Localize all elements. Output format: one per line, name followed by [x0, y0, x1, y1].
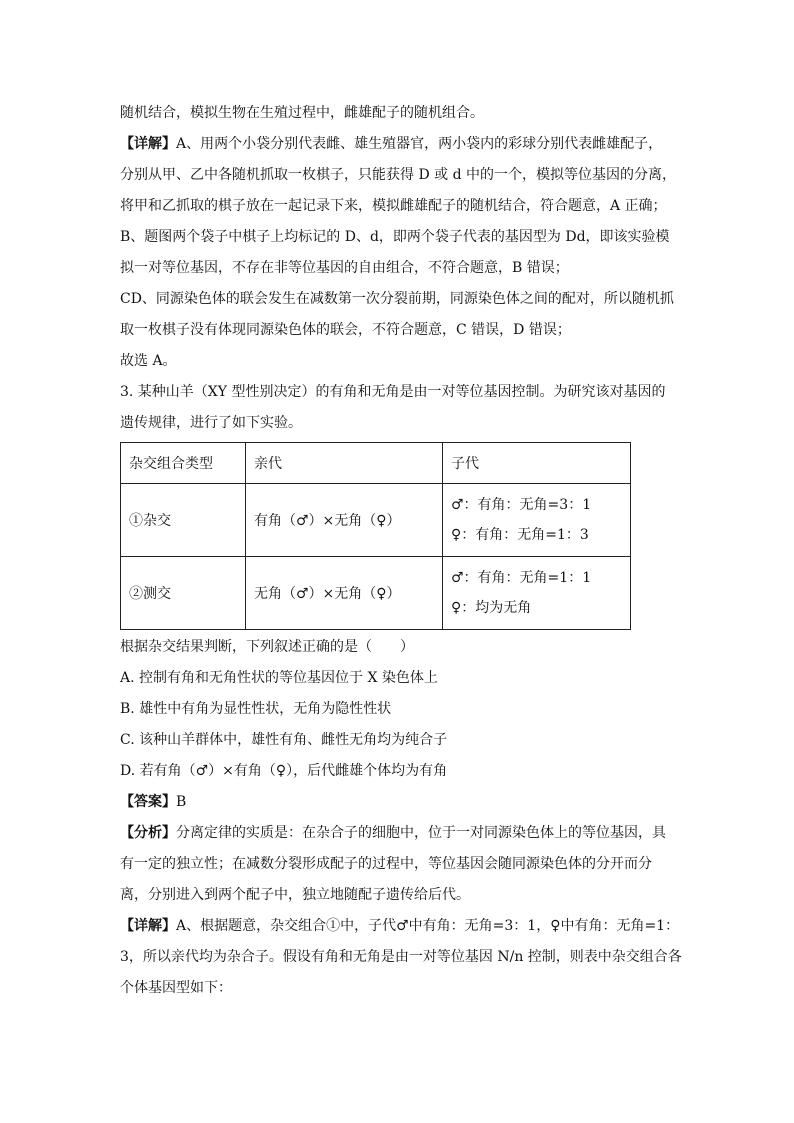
- table-header-cell: 杂交组合类型: [121, 443, 246, 484]
- table-row: [121, 484, 631, 557]
- offspring-line: ♂：有角：无角=3：1: [451, 497, 592, 513]
- option-d: D. 若有角（♂）×有角（♀），后代雌雄个体均为有角: [120, 763, 448, 779]
- paragraph-line: 取一枚棋子没有体现同源染色体的联会，不符合题意，C 错误，D 错误；: [120, 322, 571, 338]
- offspring-line: ♀：均为无角: [451, 600, 532, 616]
- answer-line: [120, 787, 680, 818]
- option-a: A. 控制有角和无角性状的等位基因位于 X 染色体上: [120, 670, 438, 686]
- question-stem: 根据杂交结果判断，下列叙述正确的是（ ）: [120, 639, 414, 655]
- table-cell: [443, 557, 631, 630]
- document-page: [120, 98, 680, 1004]
- table-header-cell: 亲代: [246, 443, 443, 484]
- paragraph-line: 故选 A。: [120, 353, 177, 369]
- option-c: C. 该种山羊群体中，雄性有角、雌性无角均为纯合子: [120, 732, 448, 748]
- detail-line: 个体基因型如下：: [120, 980, 232, 996]
- question-text: 3. 某种山羊（XY 型性别决定）的有角和无角是由一对等位基因控制。为研究该对基因的: [120, 384, 666, 400]
- answer-label: 【答案】: [120, 794, 176, 810]
- table-header-cell: 子代: [443, 443, 631, 484]
- detail-line: 3，所以亲代均为杂合子。假设有角和无角是由一对等位基因 N/n 控制，则表中杂交组合各: [120, 949, 682, 965]
- offspring-line: ♀：有角：无角=1：3: [451, 527, 589, 543]
- paragraph-line: 分别从甲、乙中各随机抓取一枚棋子，只能获得 D 或 d 中的一个，模拟等位基因的分离，: [120, 167, 676, 183]
- cross-table: [120, 442, 631, 630]
- analysis-label: 【分析】: [120, 825, 176, 841]
- option-b: B. 雄性中有角为显性性状，无角为隐性性状: [120, 701, 392, 717]
- question-text: 遗传规律，进行了如下实验。: [120, 415, 302, 431]
- table-header-row: [121, 443, 631, 484]
- paragraph-line: 拟一对等位基因，不存在非等位基因的自由组合，不符合题意，B 错误；: [120, 260, 569, 276]
- paragraph-line: 【详解】A、用两个小袋分别代表雌、雄生殖器官，两小袋内的彩球分别代表雌雄配子，: [120, 136, 663, 152]
- table-cell: 无角（♂）×无角（♀）: [246, 557, 443, 630]
- table-cell: ②测交: [121, 557, 246, 630]
- paragraph-line: CD、同源染色体的联会发生在减数第一次分裂前期，同源染色体之间的配对，所以随机抓: [120, 291, 674, 307]
- paragraph-line: 随机结合，模拟生物在生殖过程中，雌雄配子的随机组合。: [120, 105, 484, 121]
- detail-label: 【详解】: [120, 136, 176, 152]
- answer-value: B: [176, 794, 187, 810]
- table-cell: [443, 484, 631, 557]
- analysis-line: 【分析】分离定律的实质是：在杂合子的细胞中，位于一对同源染色体上的等位基因，具: [120, 825, 666, 841]
- detail-label: 【详解】: [120, 918, 176, 934]
- detail-line: 【详解】A、根据题意，杂交组合①中，子代♂中有角：无角=3：1，♀中有角：无角=1：: [120, 918, 680, 934]
- analysis-line: 有一定的独立性；在减数分裂形成配子的过程中，等位基因会随同源染色体的分开而分: [120, 856, 652, 872]
- table-cell: ①杂交: [121, 484, 246, 557]
- paragraph-line: 将甲和乙抓取的棋子放在一起记录下来，模拟雌雄配子的随机结合，符合题意，A 正确；: [120, 198, 667, 214]
- table-cell: 有角（♂）×无角（♀）: [246, 484, 443, 557]
- table-row: [121, 557, 631, 630]
- paragraph-line: B、题图两个袋子中棋子上均标记的 D、d，即两个袋子代表的基因型为 Dd，即该实验模: [120, 229, 670, 245]
- offspring-line: ♂：有角：无角=1：1: [451, 570, 592, 586]
- analysis-line: 离，分别进入到两个配子中，独立地随配子遗传给后代。: [120, 887, 470, 903]
